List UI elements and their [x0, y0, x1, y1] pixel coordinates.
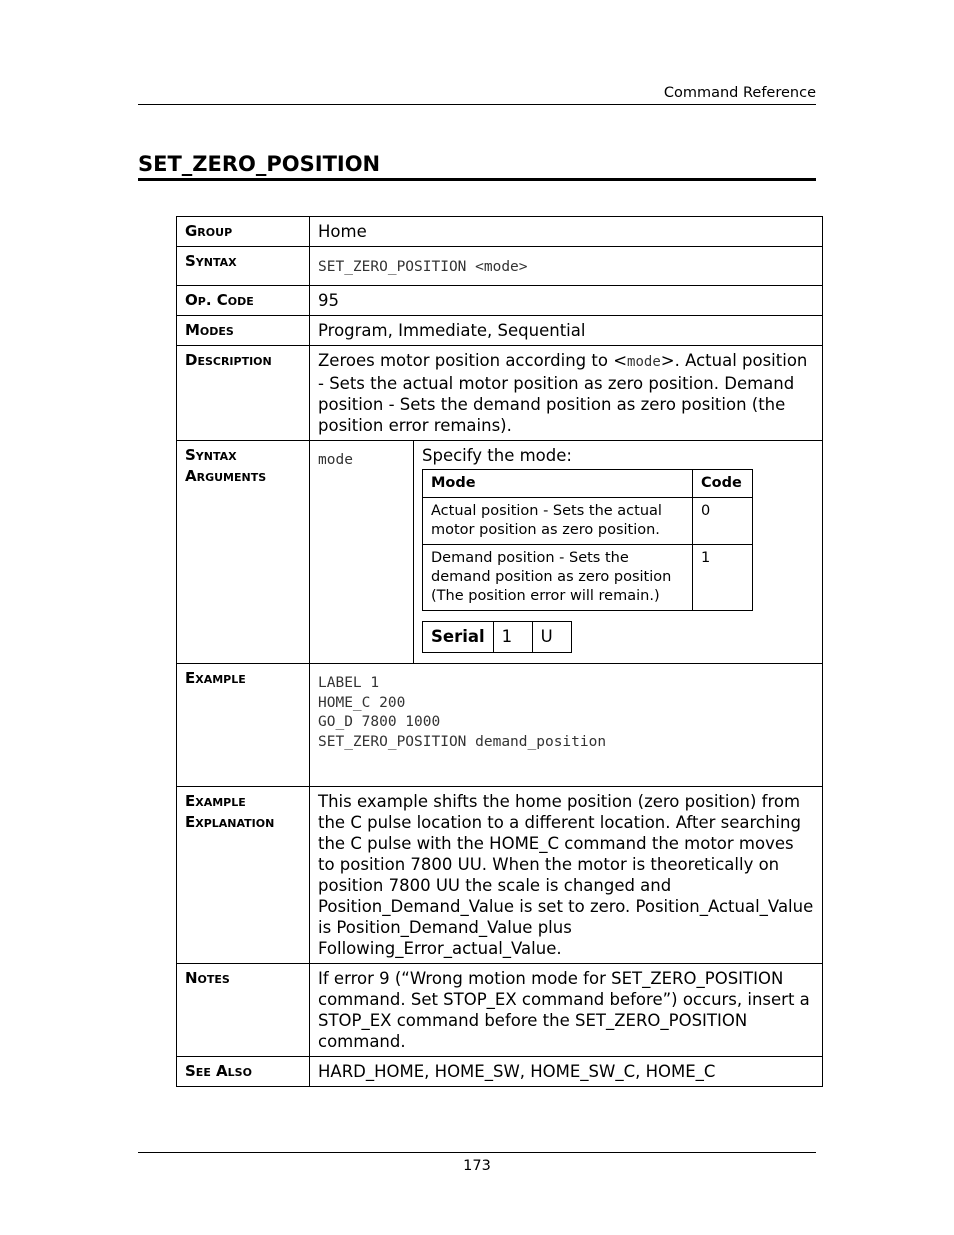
mode-cell: Actual position - Sets the actual motor position as zero position. [423, 498, 693, 545]
opcode-label: Op. Code [177, 286, 310, 316]
row-modes [177, 316, 823, 346]
row-see-also [177, 1057, 823, 1087]
example-code: LABEL 1 HOME_C 200 GO_D 7800 1000 SET_ZERO_POSITION demand_position [318, 675, 607, 750]
description-value: Zeroes motor position according to <mode>. Actual position - Sets the actual motor position as zero position. Demand position - Sets the demand position as zero position (the position error remains). [310, 346, 823, 441]
syntax-arguments-label: Syntax Arguments [177, 441, 310, 664]
mode-inline-code: mode [627, 354, 661, 370]
mode-column-header: Mode [423, 470, 693, 498]
row-description [177, 346, 823, 441]
group-value: Home [310, 217, 823, 247]
serial-table [422, 621, 572, 653]
modes-label: Modes [177, 316, 310, 346]
row-syntax [177, 247, 823, 286]
mode-code-table [422, 469, 753, 611]
row-example-explanation [177, 787, 823, 964]
serial-unit: U [532, 622, 571, 653]
row-notes [177, 964, 823, 1057]
arg-intro: Specify the mode: [422, 446, 572, 465]
arg-name: mode [318, 452, 353, 468]
mode-row [423, 498, 753, 545]
modes-value: Program, Immediate, Sequential [310, 316, 823, 346]
notes-value: If error 9 (“Wrong motion mode for SET_ZERO_POSITION command. Set STOP_EX command before”) occurs, insert a STOP_EX command before the SET_ZERO_POSITION command. [310, 964, 823, 1057]
see-also-label: See Also [177, 1057, 310, 1087]
code-cell: 1 [693, 545, 753, 611]
running-header: Command Reference [138, 84, 816, 105]
syntax-value: SET_ZERO_POSITION <mode> [318, 259, 528, 275]
description-label: Description [177, 346, 310, 441]
see-also-value: HARD_HOME, HOME_SW, HOME_SW_C, HOME_C [310, 1057, 823, 1087]
code-column-header: Code [693, 470, 753, 498]
serial-label: Serial [423, 622, 494, 653]
row-example [177, 664, 823, 787]
example-explanation-value: This example shifts the home position (zero position) from the C pulse location to a different location. After searching the C pulse with the HOME_C command the motor moves to position 7800 UU. When the motor is theoretically on position 7800 UU the scale is changed and Position_Demand_Value is set to zero. Position_Actual_Value is Position_Demand_Value plus Following_Error_actual_Value. [310, 787, 823, 964]
example-label: Example [177, 664, 310, 787]
notes-label: Notes [177, 964, 310, 1057]
row-group [177, 217, 823, 247]
row-opcode [177, 286, 823, 316]
command-table [176, 216, 823, 1087]
syntax-label: Syntax [177, 247, 310, 286]
code-cell: 0 [693, 498, 753, 545]
group-label: Group [177, 217, 310, 247]
row-syntax-arguments [177, 441, 823, 664]
serial-number: 1 [493, 622, 532, 653]
opcode-value: 95 [310, 286, 823, 316]
page-number: 173 [138, 1152, 816, 1177]
mode-row [423, 545, 753, 611]
page-title: SET_ZERO_POSITION [138, 150, 816, 181]
mode-cell: Demand position - Sets the demand position as zero position (The position error will remain.) [423, 545, 693, 611]
example-explanation-label: Example Explanation [177, 787, 310, 964]
